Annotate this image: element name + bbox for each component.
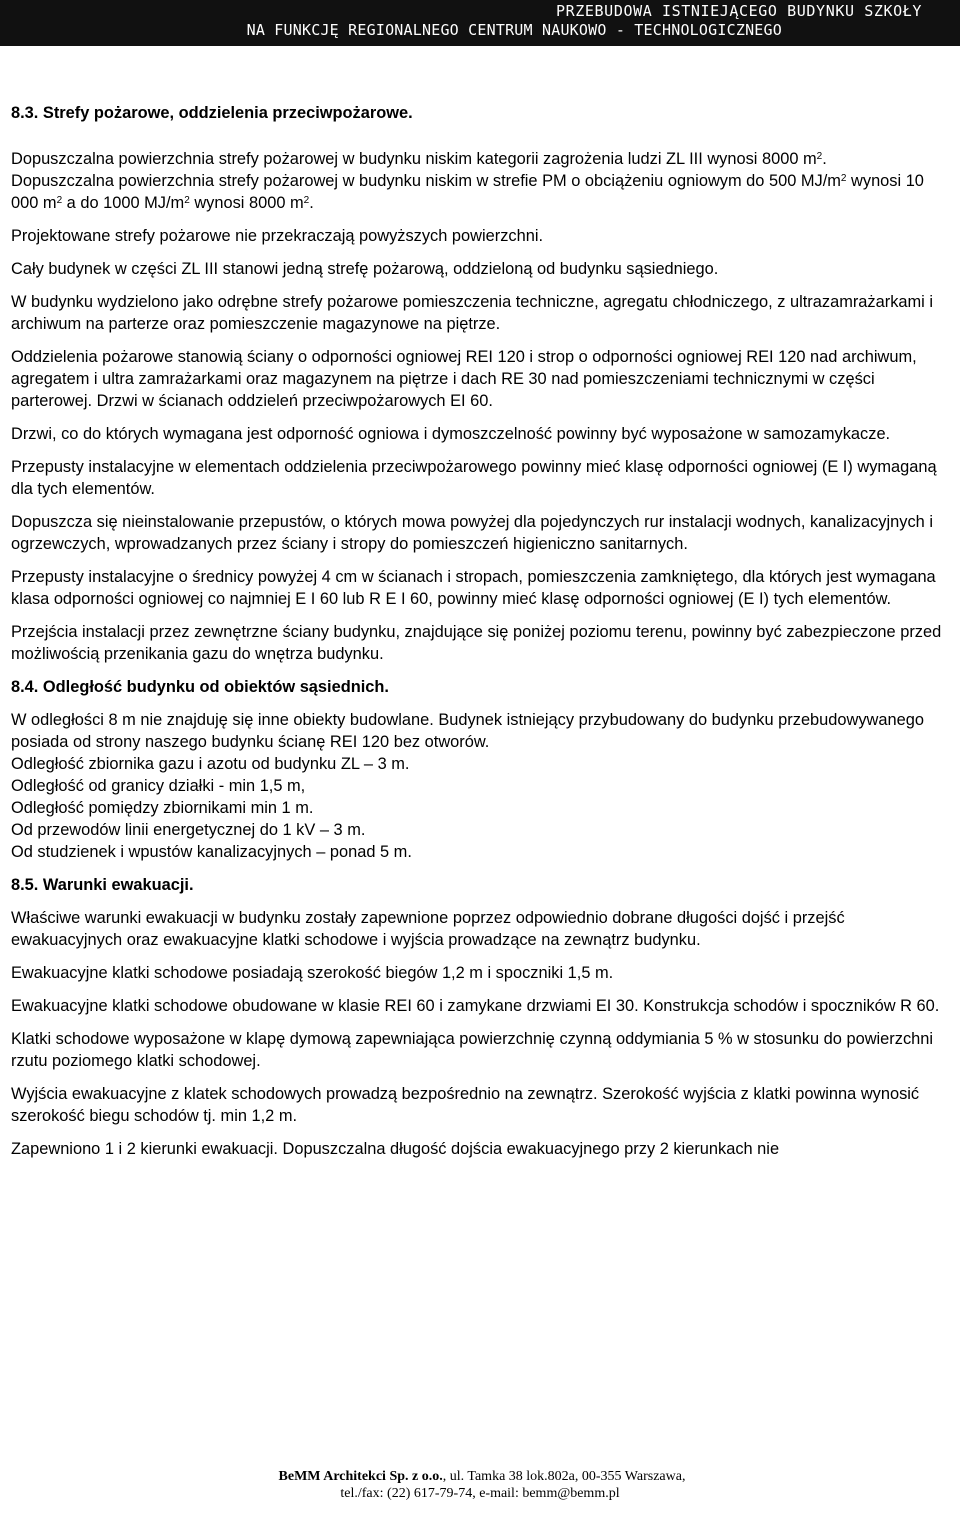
- superscript: 2: [303, 195, 310, 206]
- distance-line-between-tanks: Odległość pomiędzy zbiornikami min 1 m.: [11, 799, 314, 817]
- superscript: 2: [816, 151, 823, 162]
- footer-address: , ul. Tamka 38 lok.802a, 00-355 Warszawa,: [442, 1469, 686, 1484]
- section-heading-8-3: 8.3. Strefy pożarowe, oddzielenia przeciwpożarowe.: [11, 104, 413, 122]
- document-body: [11, 102, 946, 1171]
- header-title-line-1: PRZEBUDOWA ISTNIEJĄCEGO BUDYNKU SZKOŁY: [556, 2, 922, 20]
- distance-line-plot-boundary: Odległość od granicy działki - min 1,5 m,: [11, 777, 306, 795]
- section-heading-8-5: 8.5. Warunki ewakuacji.: [11, 876, 194, 894]
- paragraph-single-zone: Cały budynek w części ZL III stanowi jedną strefę pożarową, oddzieloną od budynku sąsiedniego.: [11, 260, 719, 278]
- text-run: wynosi 10 000 m: [11, 172, 924, 212]
- paragraph-distances-intro: W odległości 8 m nie znajduję się inne obiekty budowlane. Budynek istniejący przybudowany do budynku przebudowywanego posiada od strony naszego budynku ścianę REI 120 bez otworów.: [11, 711, 924, 751]
- footer-company-line: [2, 1468, 960, 1485]
- distance-line-drains: Od studzienek i wpustów kanalizacyjnych – ponad 5 m.: [11, 843, 412, 861]
- section-heading-8-4: 8.4. Odległość budynku od obiektów sąsiednich.: [11, 678, 389, 696]
- paragraph-pm-area: [11, 170, 946, 214]
- text-run: Dopuszczalna powierzchnia strefy pożarowej w budynku niskim kategorii zagrożenia ludzi ZL III wynosi 8000 m: [11, 150, 817, 168]
- superscript: 2: [56, 195, 63, 206]
- paragraph-penetrations: Przepusty instalacyjne w elementach oddzielenia przeciwpożarowego powinny mieć klasę odporności ogniowej (E I) wymaganą dla tych elementów.: [11, 458, 937, 498]
- header-title-line-2: NA FUNKCJĘ REGIONALNEGO CENTRUM NAUKOWO - TECHNOLOGICZNEGO: [246, 21, 782, 39]
- text-run: wynosi 8000 m: [189, 194, 304, 212]
- paragraph-fire-separations: Oddzielenia pożarowe stanowią ściany o odporności ogniowej REI 120 i strop o odporności ogniowej REI 120 nad archiwum, agregatem i ultra zamrażarkami oraz magazynem na piętrze i dach RE 30 nad pomieszczeniami technicznymi w części parterowej. Drzwi w ścianach oddzieleń przeciwpożarowych EI 60.: [11, 348, 917, 410]
- paragraph-external-walls: Przejścia instalacji przez zewnętrzne ściany budynku, znajdujące się poniżej poziomu terenu, powinny być zabezpieczone przed możliwością przenikania gazu do wnętrza budynku.: [11, 623, 942, 663]
- text-run: a do 1000 MJ/m: [62, 194, 185, 212]
- paragraph-zones-not-exceeded: Projektowane strefy pożarowe nie przekraczają powyższych powierzchni.: [11, 227, 544, 245]
- paragraph-zl-iii-area: [11, 148, 946, 170]
- paragraph-separate-zones: W budynku wydzielono jako odrębne strefy pożarowe pomieszczenia techniczne, agregatu chłodniczego, z ultrazamrażarkami i archiwum na parterze oraz pomieszczenie magazynowe na piętrze.: [11, 293, 933, 333]
- paragraph-staircase-enclosure: Ewakuacyjne klatki schodowe obudowane w klasie REI 60 i zamykane drzwiami EI 30. Konstrukcja schodów i spoczników R 60.: [11, 997, 940, 1015]
- paragraph-exits: Wyjścia ewakuacyjne z klatek schodowych prowadzą bezpośrednio na zewnątrz. Szerokość wyjścia z klatki powinna wynosić szerokość biegu schodów tj. min 1,2 m.: [11, 1085, 920, 1125]
- footer-company-name: BeMM Architekci Sp. z o.o.: [278, 1469, 443, 1484]
- paragraph-evacuation-directions: Zapewniono 1 i 2 kierunki ewakuacji. Dopuszczalna długość dojścia ewakuacyjnego przy 2 kierunkach nie: [11, 1140, 780, 1158]
- paragraph-doors: Drzwi, co do których wymagana jest odporność ogniowa i dymoszczelność powinny być wyposażone w samozamykacze.: [11, 425, 891, 443]
- text-run: Dopuszczalna powierzchnia strefy pożarowej w budynku niskim w strefie PM o obciążeniu ogniowym do 500 MJ/m: [11, 172, 841, 190]
- superscript: 2: [840, 173, 847, 184]
- paragraph-penetrations-diameter: Przepusty instalacyjne o średnicy powyżej 4 cm w ścianach i stropach, pomieszczenia zamkniętego, dla których jest wymagana klasa odporności ogniowej co najmniej E I 60 lub R E I 60, powinny mieć klasę odporności ogniowej (E I) tych elementów.: [11, 568, 936, 608]
- paragraph-evacuation-conditions: Właściwe warunki ewakuacji w budynku zostały zapewnione poprzez odpowiednio dobrane długości dojść i przejść ewakuacyjnych oraz ewakuacyjne klatki schodowe i wyjścia prowadzące na zewnątrz budynku.: [11, 909, 845, 949]
- distance-line-power-lines: Od przewodów linii energetycznej do 1 kV – 3 m.: [11, 821, 366, 839]
- paragraph-penetration-exemptions: Dopuszcza się nieinstalowanie przepustów, o których mowa powyżej dla pojedynczych rur instalacji wodnych, kanalizacyjnych i ogrzewczych, wprowadzanych przez ściany i stropy do pomieszczeń higieniczno sanitarnych.: [11, 513, 933, 553]
- distance-line-gas-tank: Odległość zbiornika gazu i azotu od budynku ZL – 3 m.: [11, 755, 410, 773]
- document-header: [0, 0, 960, 46]
- paragraph-staircase-width: Ewakuacyjne klatki schodowe posiadają szerokość biegów 1,2 m i spoczniki 1,5 m.: [11, 964, 614, 982]
- text-run: .: [822, 150, 827, 168]
- paragraph-smoke-vent: Klatki schodowe wyposażone w klapę dymową zapewniająca powierzchnię czynną oddymiania 5 % w stosunku do powierzchni rzutu poziomego klatki schodowej.: [11, 1030, 934, 1070]
- text-run: .: [309, 194, 314, 212]
- footer-contact: tel./fax: (22) 617-79-74, e-mail: bemm@bemm.pl: [340, 1486, 620, 1501]
- superscript: 2: [184, 195, 190, 206]
- document-footer: [0, 1468, 960, 1502]
